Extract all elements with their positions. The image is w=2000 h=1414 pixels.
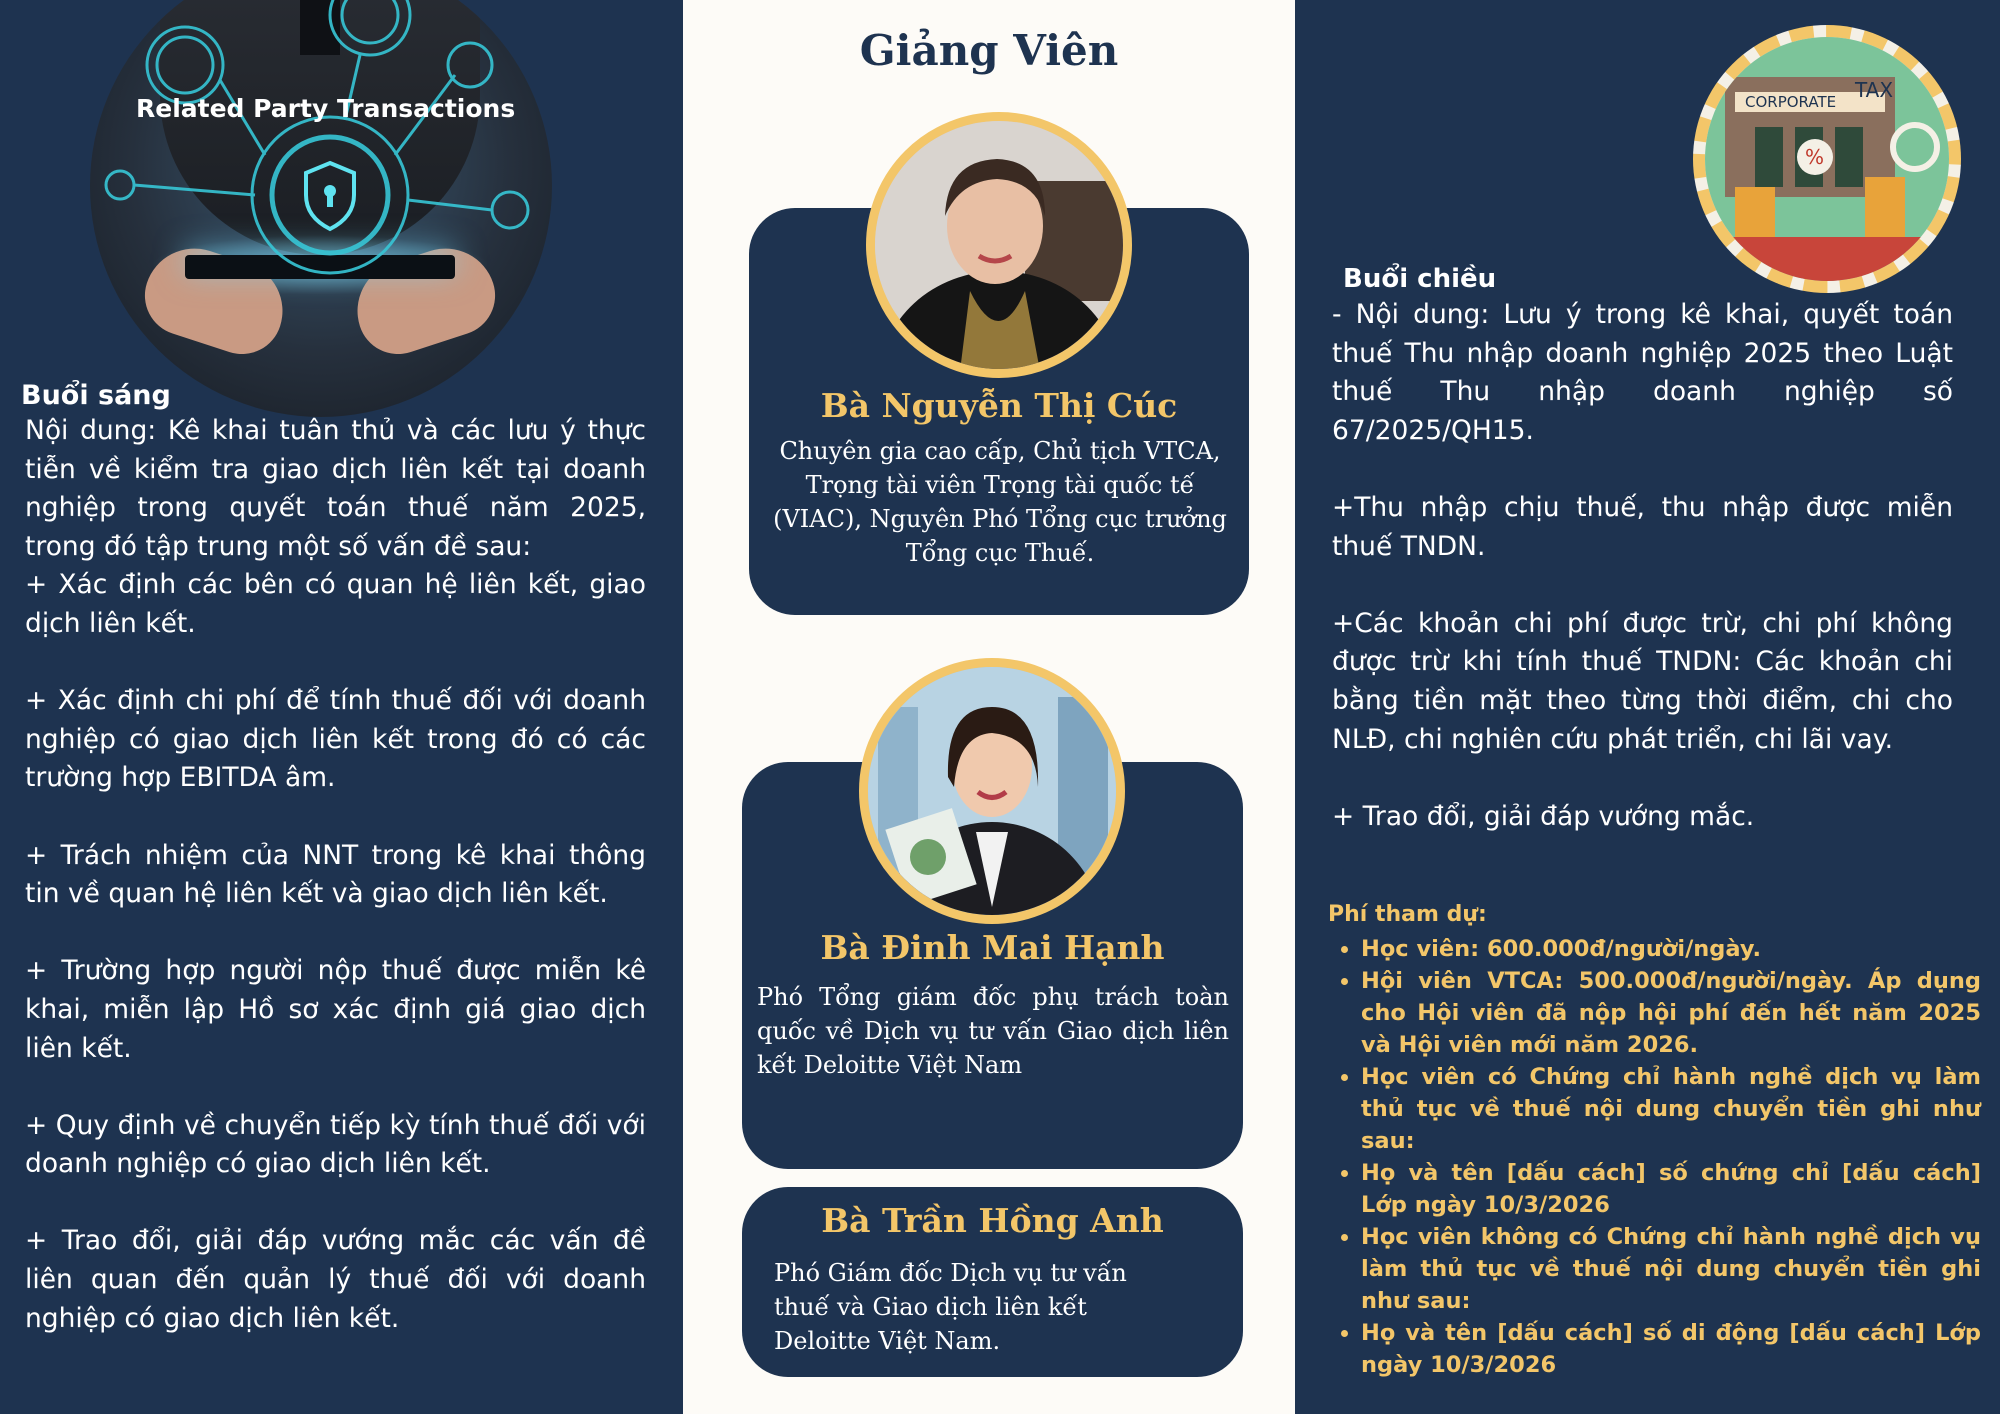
morning-paragraph: Nội dung: Kê khai tuân thủ và các lưu ý thực tiễn về kiểm tra giao dịch liên kết tại doanh nghiệp trong quyết toán thuế năm 2025, trong đó tập trung một số vấn đề sau: xyxy=(25,415,646,562)
badge-text-corporate: CORPORATE xyxy=(1745,93,1837,111)
morning-content xyxy=(25,412,646,1338)
badge-text-tax: TAX xyxy=(1855,78,1894,102)
svg-text:%: % xyxy=(1805,145,1825,169)
morning-heading: Buổi sáng xyxy=(21,380,171,411)
morning-paragraph: + Trường hợp người nộp thuế được miễn kê khai, miễn lập Hồ sơ xác định giá giao dịch liên kết. xyxy=(25,955,646,1064)
fee-title: Phí tham dự: xyxy=(1328,902,1487,927)
speaker-photo xyxy=(866,112,1132,378)
hero-image xyxy=(90,0,552,417)
fee-item: • Học viên có Chứng chỉ hành nghề dịch vụ làm thủ tục về thuế nội dung chuyển tiền ghi như sau: xyxy=(1361,1061,1981,1157)
corporate-tax-icon xyxy=(1705,37,1949,281)
speaker-description: Phó Tổng giám đốc phụ trách toàn quốc về Dịch vụ tư vấn Giao dịch liên kết Deloitte Việt Nam xyxy=(757,983,1229,1079)
morning-paragraph: + Trách nhiệm của NNT trong kê khai thông tin về quan hệ liên kết và giao dịch liên kết. xyxy=(25,839,646,910)
person-portrait-icon xyxy=(868,667,1116,915)
morning-paragraph: + Quy định về chuyển tiếp kỳ tính thuế đối với doanh nghiệp có giao dịch liên kết. xyxy=(25,1109,646,1180)
speaker-name: Bà Nguyễn Thị Cúc xyxy=(820,386,1178,425)
morning-paragraph: + Xác định chi phí để tính thuế đối với doanh nghiệp có giao dịch liên kết trong đó có các trường hợp EBITDA âm. xyxy=(25,685,646,794)
speaker-description: Phó Giám đốc Dịch vụ tư vấn thuế và Giao dịch liên kết Deloitte Việt Nam. xyxy=(774,1259,1127,1355)
corporate-tax-badge xyxy=(1693,25,1961,293)
afternoon-paragraph: + Trao đổi, giải đáp vướng mắc. xyxy=(1332,800,1755,832)
hero-title: Related Party Transactions xyxy=(136,94,516,123)
fee-item: • Họ và tên [dấu cách] số di động [dấu cách] Lớp ngày 10/3/2026 xyxy=(1361,1317,1981,1381)
fee-list xyxy=(1328,933,1981,1381)
afternoon-paragraph: +Thu nhập chịu thuế, thu nhập được miễn thuế TNDN. xyxy=(1332,491,1953,562)
shield-network-icon xyxy=(90,0,552,417)
afternoon-paragraph: +Các khoản chi phí được trừ, chi phí không được trừ khi tính thuế TNDN: Các khoản chi bằng tiền mặt theo từng thời điểm, chi cho NLĐ, chi nghiên cứu phát triển, chi lãi vay. xyxy=(1332,607,1953,755)
afternoon-paragraph: - Nội dung: Lưu ý trong kê khai, quyết toán thuế Thu nhập doanh nghiệp 2025 theo Luật thuế Thu nhập doanh nghiệp số 67/2025/QH15. xyxy=(1332,299,1953,446)
fee-item: • Học viên: 600.000đ/người/ngày. xyxy=(1361,933,1981,965)
person-portrait-icon xyxy=(875,121,1123,369)
fee-item: • Hội viên VTCA: 500.000đ/người/ngày. Áp dụng cho Hội viên đã nộp hội phí đến hết năm 2025 và Hội viên mới năm 2026. xyxy=(1361,965,1981,1061)
speaker-name: Bà Trần Hồng Anh xyxy=(821,1201,1164,1240)
middle-panel xyxy=(683,0,1295,1414)
speaker-photo xyxy=(859,658,1125,924)
afternoon-heading: Buổi chiều xyxy=(1343,264,1497,294)
section-title: Giảng Viên xyxy=(859,26,1119,75)
left-panel xyxy=(0,0,683,1414)
morning-paragraph: + Xác định các bên có quan hệ liên kết, giao dịch liên kết. xyxy=(25,569,646,639)
speaker-name: Bà Đinh Mai Hạnh xyxy=(820,928,1165,967)
afternoon-content xyxy=(1332,296,1953,836)
morning-paragraph: + Trao đổi, giải đáp vướng mắc các vấn đề liên quan đến quản lý thuế đối với doanh nghiệp có giao dịch liên kết. xyxy=(25,1225,646,1334)
fee-item: • Họ và tên [dấu cách] số chứng chỉ [dấu cách] Lớp ngày 10/3/2026 xyxy=(1361,1157,1981,1221)
fee-item: • Học viên không có Chứng chỉ hành nghề dịch vụ làm thủ tục về thuế nội dung chuyển tiền ghi như sau: xyxy=(1361,1221,1981,1317)
speaker-description: Chuyên gia cao cấp, Chủ tịch VTCA, Trọng tài viên Trọng tài quốc tế (VIAC), Nguyên Phó Tổng cục trưởng Tổng cục Thuế. xyxy=(773,437,1227,567)
